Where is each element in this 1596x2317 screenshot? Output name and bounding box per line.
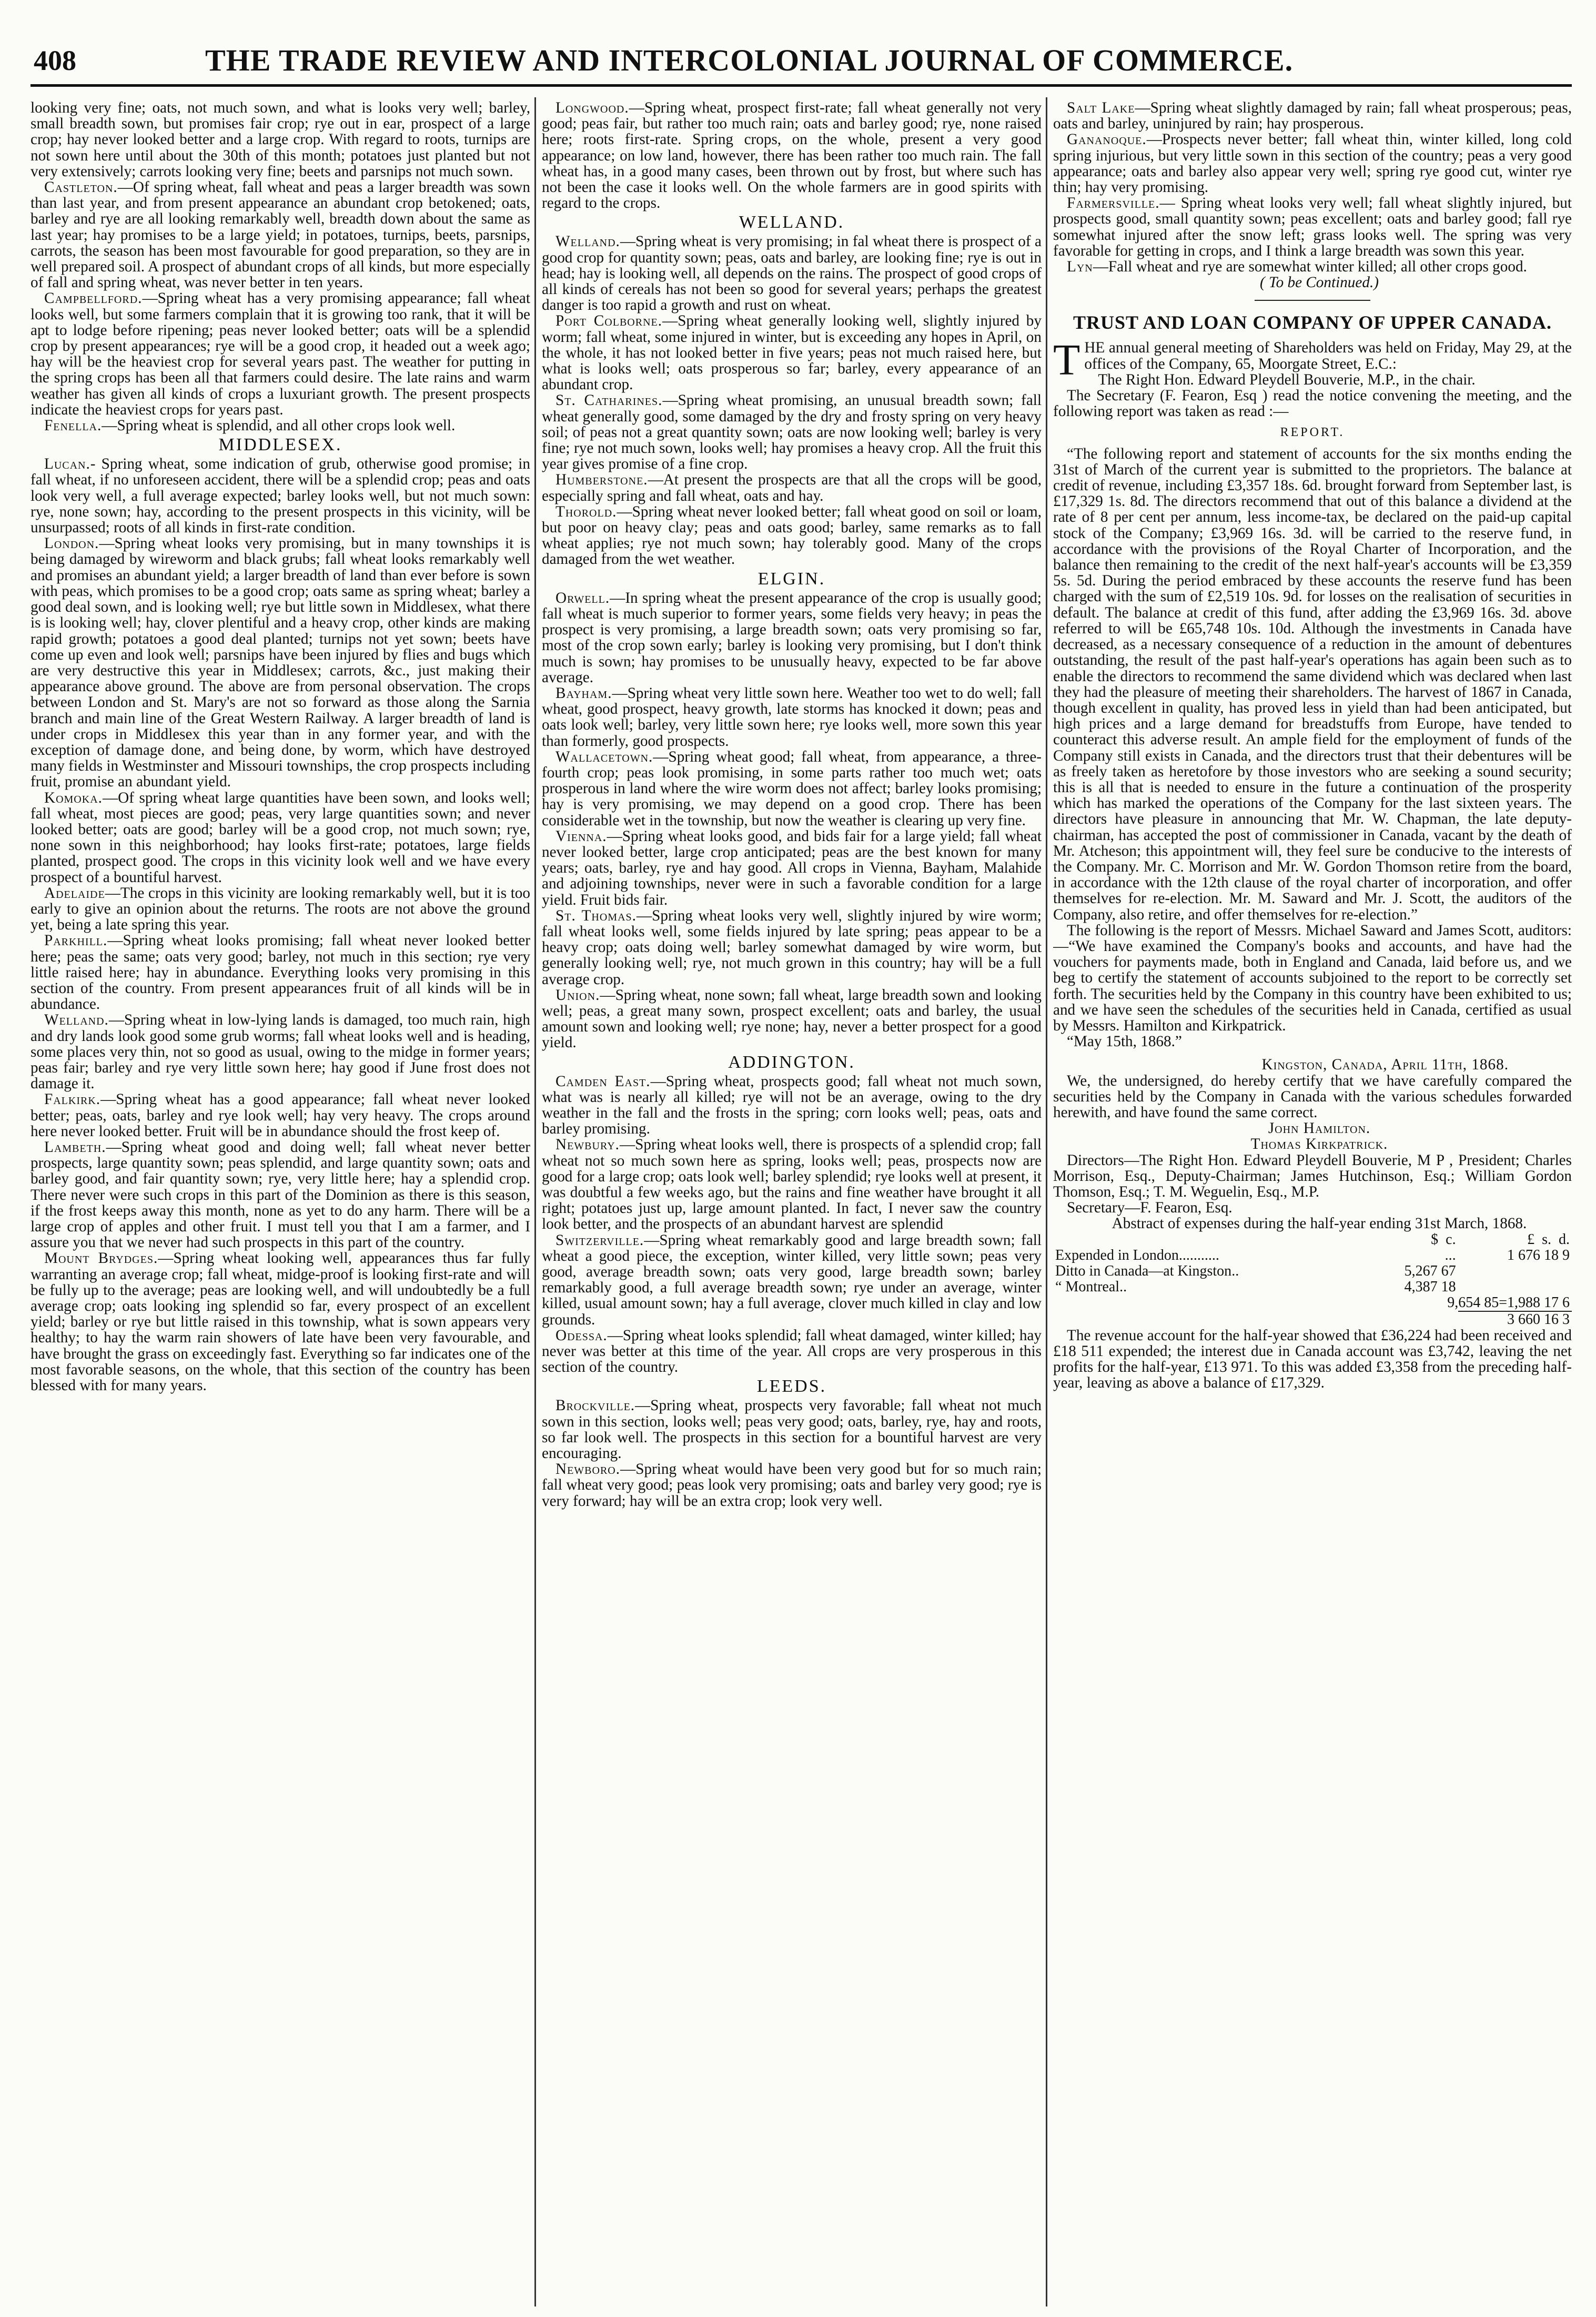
certificate-date: Kingston, Canada, April 11th, 1868. xyxy=(1261,1056,1509,1074)
report-paragraph xyxy=(1053,259,1572,275)
paragraph-text: —Spring wheat good; fall wheat, from appearance, a three-fourth crop; peas look promising, in some parts rather too much wet; oats prosperous in land where the wire worm does not affect; barley looks promising; hay is very promising, we may depend on a good crop. There has been considerable wet in the township, but now the weather is clearing up very fine. xyxy=(542,748,1042,829)
place-name: Switzerville. xyxy=(555,1231,644,1249)
paragraph-text: —Prospects never better; fall wheat thin, winter killed, long cold spring injurious, but very little sown in this section of the country; peas a very good appearance; oats and barley also appear very well; spring rye good cut, winter rye thin; hay very promising. xyxy=(1053,131,1572,196)
row-leader-dots: ........... xyxy=(1178,1247,1219,1263)
place-name: Fenella. xyxy=(44,417,102,434)
table-row xyxy=(1053,1279,1572,1295)
place-name: St. Thomas. xyxy=(555,907,637,924)
row-label: Ditto in Canada—at Kingston xyxy=(1055,1262,1232,1279)
paragraph-text: —Spring wheat in low-lying lands is damaged, too much rain, high and dry lands look good some grub worms; fall wheat looks well and is heading, some places very thin, not so good as usual, owing to the midge in former years; peas fair; barley and rye very little sown here; hay good if June frost does not damage it. xyxy=(31,1011,530,1092)
place-name: St. Catharines. xyxy=(555,392,663,409)
report-paragraph xyxy=(542,828,1042,908)
article-title: TRUST AND LOAN COMPANY OF UPPER CANADA. xyxy=(1073,312,1552,333)
place-name: Adelaide xyxy=(44,884,105,902)
place-name: Welland. xyxy=(44,1011,109,1029)
paragraph-text: —Of spring wheat, fall wheat and peas a larger breadth was sown than last year, and from present appearance an abundant crop betokened; oats, barley and rye are all looking remarkably well, breadth down about the same as last year; hay promises to be a large yield; in potatoes, turnips, beets, parsnips, carrots, the season has been most favourable for good preparation, so they are in well prepared soil. A prospect of abundant crops of all kinds, but more especially of fall and spring wheat, was never better in ten years. xyxy=(31,179,530,291)
paragraph-text: —Of spring wheat large quantities have been sown, and looks well; fall wheat, most pieces are good; peas, very large quantities sown; and never looked better; oats are good; barley will be a good crop, not much sown; rye, none sown in this neighborhood; hay looks first-rate; potatoes, large fields planted, prospect good. The crops in this vicinity look well and we have every prospect of a bountiful harvest. xyxy=(31,789,530,886)
report-paragraph xyxy=(542,1398,1042,1461)
report-paragraph xyxy=(542,590,1042,685)
report-paragraph xyxy=(31,885,530,933)
chair-paragraph: The Right Hon. Edward Pleydell Bouverie, M.P., in the chair. xyxy=(1098,371,1476,388)
report-paragraph xyxy=(542,1137,1042,1232)
report-paragraph xyxy=(542,1074,1042,1137)
paragraph-text: —Spring wheat looks promising; fall wheat never looked better here; peas the same; oats very good; barley, not much in this section; rye very little raised here; hay in abundance. Everything looks very promising in this section of the country. From present appearances fruit of all kinds will be in abundance. xyxy=(31,932,530,1013)
table-total-row xyxy=(1053,1295,1572,1311)
report-paragraph xyxy=(542,749,1042,828)
paragraph-text: —Spring wheat is very promising; in fal wheat there is prospect of a good crop for quantity sown; peas, oats and barley, are looking fine; rye is out in head; hay is looking well, all depends on the rains. The prospect of good crops of all kinds of cereals has not been so good for several years; perhaps the greatest danger is too rapid a growth and rust on wheat. xyxy=(542,233,1042,314)
row-pounds xyxy=(1458,1279,1572,1295)
paragraph-text: —Spring wheat slightly damaged by rain; fall wheat prosperous; peas, oats and barley, uninjured by rain; hay prosperous. xyxy=(1053,100,1572,133)
cents-header: c. xyxy=(1446,1231,1456,1248)
column-3 xyxy=(1053,100,1572,2309)
report-paragraph xyxy=(542,908,1042,987)
section-heading: MIDDLESEX. xyxy=(218,435,342,455)
report-paragraph xyxy=(542,685,1042,749)
report-paragraph xyxy=(542,472,1042,503)
report-paragraph xyxy=(542,1328,1042,1375)
row-leader-dots: .. xyxy=(1119,1278,1127,1295)
place-name: Odessa. xyxy=(555,1327,608,1344)
report-heading: REPORT. xyxy=(1280,426,1345,440)
running-title: THE TRADE REVIEW AND INTERCOLONIAL JOURNAL OF COMMERCE. xyxy=(205,43,1294,77)
paragraph-text: —Spring wheat, prospects good; fall wheat not much sown, what was is nearly all killed; rye will not be an average, owing to the dry weather in the fall and the frosts in the spring; corn looks well; peas, oats and barley promising. xyxy=(542,1073,1042,1138)
place-name: Farmersville. xyxy=(1067,195,1160,212)
paragraph-text: —In spring wheat the present appearance of the crop is usually good; fall wheat is much superior to former years, some fields very heavy; in peas the prospect is very promising, a large breadth sown; oats very promising so far, most of the crop sown early; barley is looking very promising, but I don't think much is sown; hay promises to be unusually heavy, expected to be far above average. xyxy=(542,589,1042,686)
paragraph-text: —Spring wheat is splendid, and all other crops look well. xyxy=(102,417,456,434)
abstract-title: Abstract of expenses during the half-year ending 31st March, 1868. xyxy=(1112,1215,1527,1232)
paragraph-text: —Spring wheat good and doing well; fall wheat never better prospects, large quantity sown; peas splendid, and large quantity sown; oats and barley good, and fair quantity sown; rye, very little here; hay a splendid crop. There never were such crops in this part of the Dominion as there is this season, if the frost keeps away this month, none as yet to do any harm. There will be a large crop of apples and other fruit. I must tell you that I am a farmer, and I assure you that we never had such prospects in this part of the country. xyxy=(31,1139,530,1251)
paragraph-text: —Spring wheat looks well, there is prospects of a splendid crop; fall wheat not so much sown here as spring, looks well; peas, prospects now are good for a large crop; oats look well; barley splendid; rye looks well at present, it was doubtful a few weeks ago, but the rains and fine weather have brought it all right; potatoes just up, large amount planted. In fact, I never saw the country look better, and the prospects of an abundant harvest are splendid xyxy=(542,1136,1042,1233)
report-paragraph xyxy=(542,100,1042,211)
place-name: Newbury. xyxy=(555,1136,620,1154)
row-dollars: 5,267 67 xyxy=(1404,1262,1456,1279)
place-name: Camden East. xyxy=(555,1073,651,1090)
paragraph-text: —Spring wheat generally looking well, slightly injured by worm; fall wheat, some injured in winter, but is exceeding any hopes in April, on the whole, it has not looked better in five years; peas not much raised here, but what is looks well; oats prosperous so far; barley, every appearance of an abundant crop. xyxy=(542,312,1042,393)
report-paragraph xyxy=(542,1461,1042,1509)
report-paragraph xyxy=(31,456,530,535)
section-heading: ADDINGTON. xyxy=(728,1052,855,1072)
report-date: “May 15th, 1868.” xyxy=(1067,1033,1182,1050)
place-name: Bayham. xyxy=(555,684,612,702)
place-name: Welland. xyxy=(555,233,620,250)
row-label: Expended in London xyxy=(1055,1247,1179,1263)
place-name: Komoka. xyxy=(44,789,103,806)
report-paragraph xyxy=(31,290,530,418)
article-divider xyxy=(1255,300,1370,301)
report-paragraph xyxy=(542,234,1042,313)
section-heading: WELLAND. xyxy=(739,213,845,232)
place-name: Castleton. xyxy=(44,179,118,196)
paragraph-text: - Spring wheat, some indication of grub, otherwise good promise; in fall wheat, if no unforeseen accident, there will be a splendid crop; peas and oats look very well, a full average expected; barley looks well, but not much sown: rye, none sown; hay, according to the present prospects in this vicinity, will be unsurpassed; roots of all kinds in first-rate condition. xyxy=(31,456,530,537)
place-name: Falkirk. xyxy=(44,1091,101,1108)
column-1 xyxy=(31,100,530,2309)
drop-cap: T xyxy=(1053,336,1080,385)
report-paragraph xyxy=(31,790,530,885)
row-pounds xyxy=(1458,1263,1572,1279)
page-number: 408 xyxy=(34,45,76,76)
section-heading: ELGIN. xyxy=(757,569,826,589)
secretary-line: Secretary—F. Fearon, Esq. xyxy=(1067,1199,1233,1217)
row-pounds: 1 676 18 9 xyxy=(1507,1247,1570,1263)
section-heading: LEEDS. xyxy=(756,1377,827,1397)
page-header xyxy=(0,37,1596,84)
paragraph-text: —The crops in this vicinity are looking remarkably well, but it is too early to give an opinion about the returns. The roots are not above the ground yet, being a late spring this year. xyxy=(31,884,530,934)
paragraph-text: —At present the prospects are that all the crops will be good, especially spring and fall wheat, oats and hay. xyxy=(542,471,1042,504)
dollars-header: $ xyxy=(1431,1231,1439,1248)
crop-reports-continued xyxy=(1053,100,1572,275)
report-paragraph xyxy=(542,313,1042,392)
row-label: “ Montreal xyxy=(1055,1278,1120,1295)
report-paragraph xyxy=(31,1012,530,1091)
place-name: Campbellford. xyxy=(44,290,143,307)
paragraph-text: —Spring wheat looking well, appearances thus far fully warranting an average crop; fall wheat, midge-proof is looking first-rate and will be fully up to the average; peas are looking well, and will undoubtedly be a full average crop; oats looking ing splendid so far, every prospect of an excellent yield; barley or rye but little raised in this township, what is sown appears very healthy; to hay the warm rain showers of late have been very favourable, and have brought the grass on exceedingly fast. Everything so far indicates one of the most favorable seasons, on the whole, that this section of the country has been blessed with for many years. xyxy=(31,1250,530,1394)
paragraph-text: —Spring wheat, none sown; fall wheat, large breadth sown and looking well; peas, a great many sown, prospect excellent; oats and barley, the usual amount sown and looking well; rye none; hay, never a better prospect for a good yield. xyxy=(542,986,1042,1051)
column-divider-2 xyxy=(1046,97,1047,2306)
report-paragraph xyxy=(1053,100,1572,131)
place-name: Lambeth. xyxy=(44,1139,106,1156)
closing-paragraph: The revenue account for the half-year showed that £36,224 had been received and £18 511 expended; the interest due in Canada account was £3,742, leaving the net profits for the half-year, £13 971. To this was added £3,358 from the preceding half-year, leaving as above a balance of £17,329. xyxy=(1053,1327,1572,1392)
report-paragraph xyxy=(1053,195,1572,259)
pence-header: d. xyxy=(1559,1231,1570,1248)
place-name: Longwood. xyxy=(555,100,629,116)
table-grand-total-row xyxy=(1053,1311,1572,1328)
report-paragraph xyxy=(542,987,1042,1051)
report-paragraph xyxy=(542,504,1042,568)
paragraph-text: —Spring wheat, prospects very favorable; fall wheat not much sown in this section, looks well; peas very good; oats, barley, rye, hay and roots, so far look well. The prospects in this section for a bountiful harvest are very encouraging. xyxy=(542,1397,1042,1462)
place-name: London. xyxy=(44,535,99,552)
place-name: Salt Lake xyxy=(1067,100,1135,116)
report-paragraph xyxy=(31,933,530,1012)
paragraph-text: — Spring wheat looks very well; fall wheat slightly injured, but prospects good, small quantity sown; peas excellent; oats and barley good; fall rye somewhat injured after the snow left; grass looks well. The spring was very favorable for getting in crops, and I think a large breadth was sown this year. xyxy=(1053,195,1572,259)
paragraph-text: —Spring wheat never looked better; fall wheat good on soil or loam, but poor on heavy clay; peas and oats good; barley, same remarks as to fall wheat applies; rye not much sown; hay tolerably good. Many of the crops damaged from the wet weather. xyxy=(542,503,1042,568)
certificate-text: We, the undersigned, do hereby certify that we have carefully compared the securities held by the Company in Canada with the various schedules forwarded herewith, and have found the same correct. xyxy=(1053,1072,1572,1121)
intro-text: HE annual general meeting of Shareholders was held on Friday, May 29, at the offices of the Company, 65, Moorgate Street, E.C.: xyxy=(1084,339,1572,372)
paragraph-text: —Spring wheat looks very well, slightly injured by wire worm; fall wheat looks well, some fields injured by late spring; peas appear to be a heavy crop; oats doing well; barley somewhat damaged by wire worm, but generally looking well; rye, not much grown in this country; hay will be a full average crop. xyxy=(542,907,1042,988)
report-paragraph xyxy=(1053,131,1572,195)
place-name: Thorold. xyxy=(555,503,617,520)
pounds-header: £ xyxy=(1527,1231,1535,1248)
report-paragraph xyxy=(542,1232,1042,1328)
to-be-continued: ( To be Continued.) xyxy=(1260,274,1379,291)
place-name: Gananoque. xyxy=(1067,131,1147,148)
report-paragraph xyxy=(31,535,530,790)
place-name: Brockville. xyxy=(555,1397,635,1414)
row-dollars: 4,387 18 xyxy=(1404,1278,1456,1295)
report-paragraph xyxy=(31,100,530,179)
paragraph-text: —Spring wheat, prospect first-rate; fall wheat generally not very good; peas fair, but rather too much rain; oats and barley good; rye, none raised here; roots first-rate. Spring crops, on the whole, present a very good appearance; on low land, however, there has been rather too much rain. The fall wheat has, in a good many cases, been thrown out by frost, but where such has not been the case it looks well. On the whole farmers are in good spirits with regard to the crops. xyxy=(542,100,1042,212)
secretary-paragraph: The Secretary (F. Fearon, Esq ) read the notice convening the meeting, and the following report was taken as read :— xyxy=(1053,387,1572,420)
place-name: Parkhill. xyxy=(44,932,108,949)
paragraph-text: —Spring wheat would have been very good but for so much rain; fall wheat very good; peas look very promising; oats and barley very good; rye is very forward; hay will be an extra crop; look very well. xyxy=(542,1461,1042,1510)
paragraph-text: —Spring wheat looks splendid; fall wheat damaged, winter killed; hay never was better at this time of the year. All crops are very prosperous in this section of the country. xyxy=(542,1327,1042,1376)
report-paragraph xyxy=(31,418,530,433)
place-name: Union. xyxy=(555,986,600,1004)
paragraph-text: —Spring wheat looks very promising, but in many townships it is being damaged by wireworm and black grubs; fall wheat looks remarkably well and promises an abundant yield; a larger breadth of land than ever before is sown with peas, which promises to be a good crop; oats same as spring wheat; barley a good deal sown, and is looking well; rye but little sown in Middlesex, what there is is looking well; hay, clover plentiful and a heavy crop, other kinds are making rapid growth; potatoes a good deal planted; turnips not yet sown; beets have come up even and look well; parsnips have been injured by flies and bugs which are very destructive this year in Middlesex; carrots, &c., just making their appearance above ground. The above are from personal observation. The crops between London and St. Mary's are not so forward as those along the Sarnia branch and main line of the Great Western Railway. A larger breadth of land is under crops in Middlesex this year than in any former year, and with the exception of damage done, and being done, by worm, which have destroyed many fields in Westminster and Missouri townships, the crop prospects including fruit, promise an abundant yield. xyxy=(31,535,530,791)
column-2 xyxy=(542,100,1042,2309)
expenses-table xyxy=(1053,1232,1572,1328)
table-row xyxy=(1053,1263,1572,1279)
report-paragraph xyxy=(31,1250,530,1393)
place-name: Mount Brydges. xyxy=(44,1250,158,1267)
paragraph-text: —Fall wheat and rye are somewhat winter killed; all other crops good. xyxy=(1093,258,1527,276)
signatory-1: John Hamilton. xyxy=(1268,1120,1371,1137)
paragraph-text: —Spring wheat looks good, and bids fair for a large yield; fall wheat never looked better, large crop anticipated; peas are the best known for many years; oats, barley, rye and hay good. All crops in Vienna, Bayham, Malahide and adjoining townships, never were in such a favorable condition for a large yield. Fruit bids fair. xyxy=(542,827,1042,908)
place-name: Newboro. xyxy=(555,1461,621,1478)
table-row xyxy=(1053,1248,1572,1263)
report-text: “The following report and statement of accounts for the six months ending the 31st of March of the current year is submitted to the proprietors. The balance at credit of revenue, including £3,357 18s. 6d. brought forward from September last, is £17,329 1s. 8d. The directors recommend that out of this balance a dividend at the rate of 8 per cent per annum, less income-tax, be declared on the paid-up capital stock of the Company; £3,969 16s. 3d. will be carried to the reserve fund, in accordance with the provisions of the Royal Charter of Incorporation, and the balance then remaining to the credit of the next half-year's accounts will be £3,359 5s. 5d. During the period embraced by these accounts the reserve fund has been charged with the sum of £2,519 10s. 9d. for losses on the realisation of securities in default. The balance at credit of this fund, after adding the £3,969 16s. 3d. above referred to will be £65,748 10s. 10d. Although the investments in Canada have decreased, as a necessary consequence of a reduction in the amount of debentures outstanding, the result of the past half-year's operations has again been such as to enable the directors to recommend the same dividend which was declared when last they had the pleasure of meeting their shareholders. The harvest of 1867 in Canada, though excellent in quality, has proved less in yield than had been anticipated, but high prices and a large demand for breadstuffs from Europe, have tended to counteract this adverse result. An ample field for the employment of funds of the Company still exists in Canada, and the directors trust that their debentures will be as freely taken as heretofore by those investors who are seeking a sound security; this is all that is needed to ensure in the future a continuation of the prosperity which has marked the operations of the Company for the last sixteen years. The directors have pleasure in announcing that Mr. W. Chapman, the late deputy-chairman, has accepted the post of commissioner in Canada, vacant by the death of Mr. Atcheson; this appointment will, they feel sure be conducive to the interests of the Company. Mr. C. Morrison and Mr. W. Gordon Thomson retire from the board, in accordance with the 12th clause of the royal charter of incorporation, and offer themselves for re-election. Mr. M. Saward and Mr. J. Scott, the auditors of the Company, also retire, and offer themselves for re-election.” xyxy=(1053,445,1572,923)
paragraph-text: —Spring wheat remarkably good and large breadth sown; fall wheat a good piece, the exception, winter killed, very little sown; peas very good, average breadth sown; oats very good, large breadth sown; barley remarkably good, a full average breadth sown; rye under an average, winter killed, usual amount sown; hay a full average, clover much killed in clay and low grounds. xyxy=(542,1231,1042,1328)
paragraph-text: —Spring wheat promising, an unusual breadth sown; fall wheat generally good, some damaged by the dry and frosty spring on very heavy soil; of peas not a great quantity sown; oats are now looking well; barley is very fine; rye not much sown, looks well; hay promises a heavy crop. All the fruit this year gives promise of a fine crop. xyxy=(542,392,1042,473)
row-dollars: ... xyxy=(1445,1247,1456,1263)
header-rule xyxy=(31,84,1572,87)
place-name: Orwell. xyxy=(555,589,610,606)
report-paragraph xyxy=(31,179,530,290)
place-name: Lucan. xyxy=(44,456,90,473)
expense-rows xyxy=(1053,1248,1572,1295)
paragraph-text: —Spring wheat has a very promising appearance; fall wheat looks well, but some farmers complain that it is growing too rank, that it will be apt to lodge before ripening; peas never looked better; oats will be a splendid crop by present appearances; rye will be a good crop, it headed out a week ago; hay will be the heaviest crop for several years past. The weather for putting in the spring crops has been all that farmers could desire. The late rains and warm weather has given all kinds of crops a luxuriant growth. The present prospects indicate the heaviest crops for years past. xyxy=(31,290,530,418)
place-name: Lyn xyxy=(1067,258,1093,276)
place-name: Vienna. xyxy=(555,827,607,845)
paragraph-text: —Spring wheat has a good appearance; fall wheat never looked better; peas, oats, barley and rye look well; hay very heavy. The crops around here never looked better. Fruit will be in abundance should the frost keep of. xyxy=(31,1091,530,1140)
signatory-2: Thomas Kirkpatrick. xyxy=(1250,1136,1388,1153)
row-leader-dots: .. xyxy=(1231,1262,1239,1279)
table-grand-total: 3 660 16 3 xyxy=(1458,1311,1572,1328)
shillings-header: s. xyxy=(1542,1231,1551,1248)
paragraph-text: looking very fine; oats, not much sown, and what is looks very well; barley, small breadth sown, but promises fair crop; rye out in ear, prospect of a large crop; hay never looked better and a large crop. With regard to roots, turnips are not sown here until about the 30th of this month; potatoes just planted but not very extensively; carrots looking very fine; beets and parsnips not much sown. xyxy=(31,100,530,180)
place-name: Humberstone. xyxy=(555,471,648,489)
report-paragraph xyxy=(31,1091,530,1139)
table-total: 9,654 85=1,988 17 6 xyxy=(1447,1294,1570,1311)
report-paragraph xyxy=(542,392,1042,472)
table-header-row xyxy=(1053,1232,1572,1248)
place-name: Wallacetown. xyxy=(555,748,653,765)
place-name: Port Colborne. xyxy=(555,312,663,330)
column-divider-1 xyxy=(534,97,536,2306)
paragraph-text: —Spring wheat very little sown here. Weather too wet to do well; fall wheat, good prospect, heavy growth, late storms has knocked it down; peas and oats look well; barley, very little sown here; rye looks well, more sown this year than formerly, good prospects. xyxy=(542,684,1042,750)
auditors-text: The following is the report of Messrs. Michael Saward and James Scott, auditors:—“We have examined the Company's books and accounts, and have had the vouchers for payments made, both in England and Canada, laid before us, and we beg to certify the statement of accounts subjoined to the report to be correctly set forth. The securities held by the Company in this country have been exhibited to us; and we have seen the schedules of the securities held in Canada, certified as usual by Messrs. Hamilton and Kirkpatrick. xyxy=(1053,922,1572,1034)
directors-list: Directors—The Right Hon. Edward Pleydell Bouverie, M P , President; Charles Morrison, Esq., Deputy-Chairman; James Hutchinson, Esq.; William Gordon Thomson, Esq.; T. M. Weguelin, Esq., M.P. xyxy=(1053,1151,1572,1200)
report-paragraph xyxy=(31,1139,530,1250)
